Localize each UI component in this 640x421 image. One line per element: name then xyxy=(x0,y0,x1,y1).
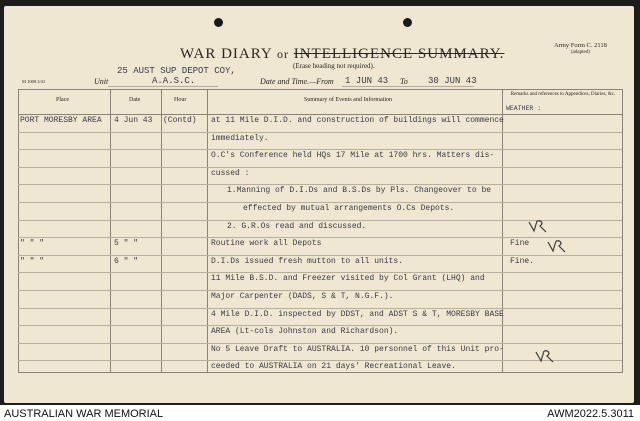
unit-label: Unit xyxy=(94,77,109,86)
row-rule xyxy=(18,325,622,326)
entry-date: 4 Jun 43 xyxy=(114,116,153,125)
entry-summary: effected by mutual arrangements O.Cs Depots. xyxy=(243,204,455,213)
army-form-sub: (adapted) xyxy=(571,50,590,55)
handwritten-initials xyxy=(534,348,556,369)
row-rule xyxy=(18,308,622,309)
entry-summary: 4 Mile D.I.D. inspected by DDST, and ADST S & T, MORESBY BASE xyxy=(211,309,504,319)
row-rule xyxy=(18,343,622,344)
col-header-hour: Hour xyxy=(174,97,187,103)
col-header-remarks: Remarks and references to Appendices, Diaries, &c. xyxy=(510,92,616,97)
col-header-place: Place xyxy=(56,97,69,103)
entry-summary: at 11 Mile D.I.D. and construction of buildings will commence xyxy=(211,116,504,125)
handwritten-initials xyxy=(527,218,549,239)
row-rule xyxy=(18,290,622,291)
footer-institution: AUSTRALIAN WAR MEMORIAL xyxy=(4,408,164,420)
entry-summary: 1.Manning of D.I.Ds and B.S.Ds by Pls. Changeover to be xyxy=(227,186,492,196)
col-header-date: Date xyxy=(129,97,141,103)
form-code: M 1008 2/41 xyxy=(22,79,46,84)
row-rule xyxy=(18,202,622,203)
footer-reference: AWM2022.5.3011 xyxy=(547,408,634,420)
entry-summary: ceeded to AUSTRALIA on 21 days' Recreational Leave. xyxy=(211,362,456,372)
entry-hour: (Contd) xyxy=(163,116,197,125)
row-rule xyxy=(18,255,622,256)
row-rule xyxy=(18,272,622,273)
entry-summary: No 5 Leave Draft to AUSTRALIA. 10 personnel of this Unit pro- xyxy=(211,344,504,354)
to-label: To xyxy=(400,77,408,86)
entry-date: 6 " " xyxy=(114,256,139,266)
entry-summary: Routine work all Depots xyxy=(211,239,322,249)
entry-summary: O.C's Conference held HQs 17 Mile at 1700 hrs. Matters dis- xyxy=(211,151,495,161)
entry-date: 5 " " xyxy=(114,239,139,249)
entry-summary: cussed : xyxy=(211,168,250,178)
erase-note: (Erase heading not required). xyxy=(293,62,375,70)
entry-place: PORT MORESBY AREA xyxy=(20,116,102,125)
row-rule xyxy=(18,149,622,150)
from-date: 1 JUN 43 xyxy=(345,76,389,86)
war-diary-page xyxy=(4,6,634,403)
entry-summary: immediately. xyxy=(211,133,269,143)
entry-remark: Fine xyxy=(510,239,530,249)
punch-hole xyxy=(403,18,412,27)
weather-label: WEATHER : xyxy=(506,105,542,112)
col-header-summary: Summary of Events and Information xyxy=(304,97,392,103)
form-title xyxy=(180,46,504,63)
row-rule xyxy=(18,360,622,361)
entry-summary: 2. G.R.Os read and discussed. xyxy=(227,221,367,231)
entry-summary: 11 Mile B.S.D. and Freezer visited by Col Grant (LHQ) and xyxy=(211,274,485,284)
entry-place: " " " xyxy=(20,256,45,266)
title-intelligence-summary: INTELLIGENCE SUMMARY. xyxy=(293,46,505,62)
entry-summary: AREA (Lt-cols Johnston and Richardson). xyxy=(211,327,399,337)
entry-summary: D.I.Ds issued fresh mutton to all units. xyxy=(211,256,404,266)
army-form-number: Army Form C. 2118 xyxy=(554,42,607,49)
entry-place: " " " xyxy=(20,239,45,249)
entry-summary: Major Carpenter (DADS, S & T, N.G.F.). xyxy=(211,292,394,301)
row-rule xyxy=(18,184,622,185)
unit-corps: A.A.S.C. xyxy=(152,76,196,86)
entry-remark: Fine. xyxy=(510,256,535,266)
row-rule xyxy=(18,132,622,133)
title-or: or xyxy=(276,47,289,61)
punch-hole xyxy=(214,18,223,27)
title-war-diary: WAR DIARY xyxy=(180,46,273,62)
row-rule xyxy=(18,167,622,168)
unit-name: 25 AUST SUP DEPOT COY, xyxy=(117,66,236,76)
date-time-label: Date and Time.—From xyxy=(260,77,334,86)
to-date: 30 JUN 43 xyxy=(428,76,477,86)
handwritten-initials xyxy=(546,238,568,259)
